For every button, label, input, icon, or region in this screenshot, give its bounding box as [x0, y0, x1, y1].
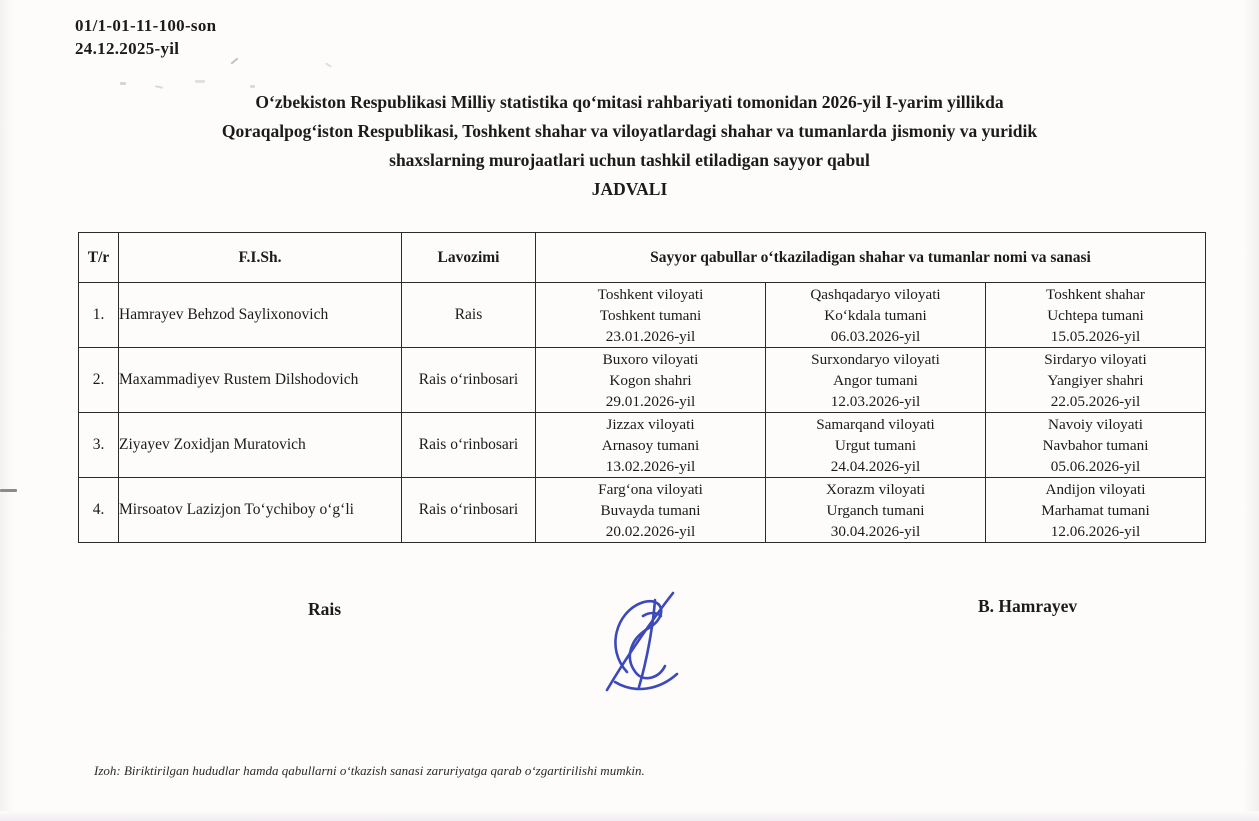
col-header-tr: T/r — [79, 233, 119, 283]
scan-bottom-edge — [0, 811, 1259, 821]
person-position: Rais oʻrinbosari — [402, 478, 536, 543]
visit-cell — [986, 283, 1206, 348]
title-line-4: JADVALI — [591, 179, 668, 199]
document-number: 01/1-01-11-100-son — [75, 16, 217, 35]
visit-district: Arnasoy tumani — [601, 436, 700, 454]
visit-date: 12.03.2026-yil — [830, 392, 921, 410]
title-line-3: shaxslarning murojaatlari uchun tashkil etiladigan sayyor qabul — [389, 150, 870, 170]
row-number: 2. — [79, 348, 119, 413]
visit-district: Kogon shahri — [609, 371, 692, 389]
person-name: Mirsoatov Lazizjon Toʻychiboy oʻgʻli — [119, 478, 402, 543]
visit-date: 12.06.2026-yil — [1050, 522, 1141, 540]
col-header-lavozimi: Lavozimi — [402, 233, 536, 283]
visit-region: Surxondaryo viloyati — [811, 350, 940, 368]
footnote: Izoh: Biriktirilgan hududlar hamda qabullarni oʻtkazish sanasi zaruriyatga qarab oʻzgartirilishi mumkin. — [94, 763, 645, 778]
visit-cell — [766, 283, 986, 348]
visit-district: Marhamat tumani — [1041, 501, 1150, 519]
visit-cell — [986, 348, 1206, 413]
visit-date: 22.05.2026-yil — [1050, 392, 1141, 410]
visit-cell — [986, 413, 1206, 478]
visit-region: Xorazm viloyati — [825, 480, 926, 498]
document-date: 24.12.2025-yil — [75, 39, 180, 58]
visit-district: Uchtepa tumani — [1047, 306, 1144, 324]
visit-region: Toshkent viloyati — [597, 285, 704, 303]
table-row — [79, 348, 1206, 413]
visit-cell — [766, 348, 986, 413]
signature-ink — [593, 586, 697, 694]
visit-cell — [766, 413, 986, 478]
row-number: 1. — [79, 283, 119, 348]
visit-date: 13.02.2026-yil — [605, 457, 696, 475]
visit-district: Buvayda tumani — [600, 501, 701, 519]
visit-region: Toshkent shahar — [1046, 285, 1145, 303]
person-name: Ziyayev Zoxidjan Muratovich — [119, 413, 402, 478]
visit-cell — [766, 478, 986, 543]
visit-date: 30.04.2026-yil — [830, 522, 921, 540]
signatory-name: B. Hamrayev — [978, 596, 1078, 616]
visit-district: Navbahor tumani — [1042, 436, 1149, 454]
visit-date: 06.03.2026-yil — [830, 327, 921, 345]
person-name: Maxammadiyev Rustem Dilshodovich — [119, 348, 402, 413]
document-title — [60, 88, 1199, 204]
person-position: Rais oʻrinbosari — [402, 348, 536, 413]
visit-district: Urgut tumani — [834, 436, 917, 454]
visit-date: 20.02.2026-yil — [605, 522, 696, 540]
col-header-visits: Sayyor qabullar oʻtkaziladigan shahar va tumanlar nomi va sanasi — [536, 233, 1206, 283]
row-number: 4. — [79, 478, 119, 543]
row-number: 3. — [79, 413, 119, 478]
visit-date: 15.05.2026-yil — [1050, 327, 1141, 345]
table-row — [79, 413, 1206, 478]
col-header-fish: F.I.Sh. — [119, 233, 402, 283]
table-row — [79, 283, 1206, 348]
person-position: Rais — [402, 283, 536, 348]
visit-date: 24.04.2026-yil — [830, 457, 921, 475]
visit-region: Qashqadaryo viloyati — [810, 285, 941, 303]
visit-region: Sirdaryo viloyati — [1044, 350, 1147, 368]
visit-region: Samarqand viloyati — [816, 415, 935, 433]
visit-district: Urganch tumani — [826, 501, 925, 519]
visit-cell — [536, 348, 766, 413]
visit-district: Angor tumani — [833, 371, 918, 389]
visit-region: Jizzax viloyati — [606, 415, 695, 433]
visit-date: 23.01.2026-yil — [605, 327, 696, 345]
visit-cell — [536, 413, 766, 478]
person-name: Hamrayev Behzod Saylixonovich — [119, 283, 402, 348]
visit-cell — [986, 478, 1206, 543]
title-line-1: Oʻzbekiston Respublikasi Milliy statistika qoʻmitasi rahbariyati tomonidan 2026-yil I-yarim yillikda — [255, 92, 1004, 112]
visit-region: Navoiy viloyati — [1048, 415, 1143, 433]
person-position: Rais oʻrinbosari — [402, 413, 536, 478]
schedule-table — [78, 232, 1206, 543]
table-row — [79, 478, 1206, 543]
visit-district: Yangiyer shahri — [1047, 371, 1144, 389]
scan-edge-dash — [0, 489, 17, 492]
visit-cell — [536, 283, 766, 348]
visit-region: Andijon viloyati — [1045, 480, 1146, 498]
visit-date: 29.01.2026-yil — [605, 392, 696, 410]
visit-date: 05.06.2026-yil — [1050, 457, 1141, 475]
title-line-2: Qoraqalpogʻiston Respublikasi, Toshkent shahar va viloyatlardagi shahar va tumanlarda jismoniy va yuridik — [221, 121, 1038, 141]
visit-cell — [536, 478, 766, 543]
visit-district: Koʻkdala tumani — [824, 306, 927, 324]
visit-region: Fargʻona viloyati — [598, 480, 703, 498]
visit-region: Buxoro viloyati — [602, 350, 699, 368]
signature-position-label: Rais — [308, 599, 342, 619]
table-header-row — [79, 233, 1206, 283]
visit-district: Toshkent tumani — [599, 306, 702, 324]
document-number-block — [75, 14, 216, 60]
